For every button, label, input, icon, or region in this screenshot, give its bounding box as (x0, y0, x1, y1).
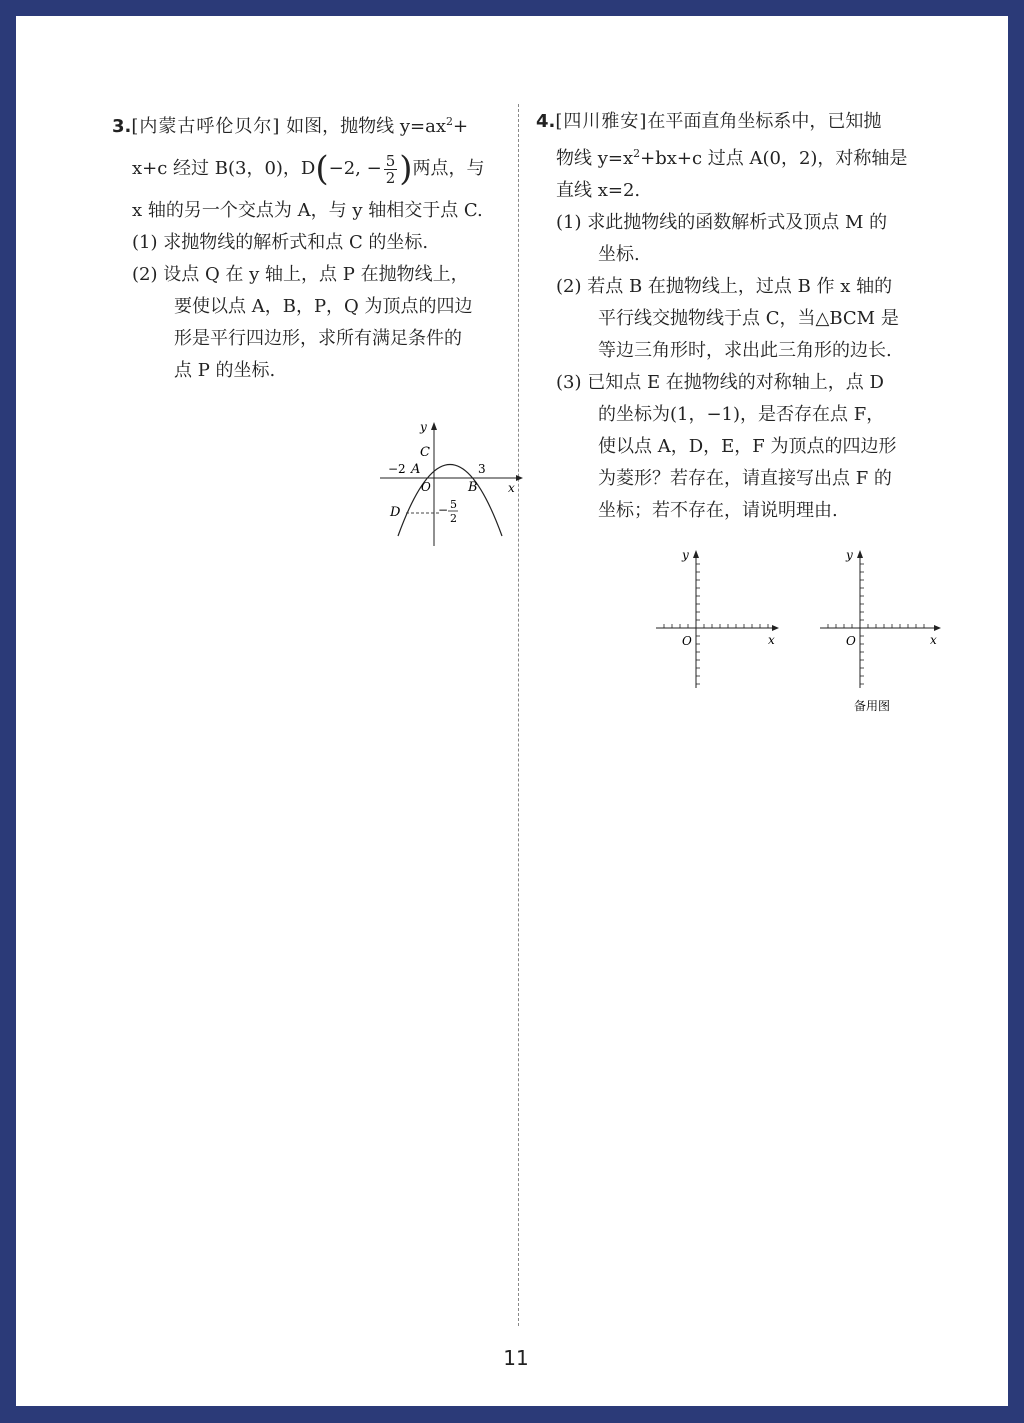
q3-paren-open: ( (315, 149, 329, 189)
q3-part-2-line-3: 形是平行四边形，求所有满足条件的 (174, 328, 462, 349)
q4-line-3: 直线 x=2. (556, 180, 641, 201)
q3-fig-B: B (468, 480, 478, 495)
q3-fig-fden: 2 (450, 512, 457, 525)
q4-fig1-y: y (682, 548, 689, 562)
q3-line-2 (112, 143, 502, 195)
q3-fig-A: A (411, 462, 421, 477)
q3-paren-close: ) (399, 149, 413, 189)
q3-text-2inner: −2, − (328, 158, 382, 179)
question-4 (536, 106, 928, 527)
q3-text-1b: + (453, 116, 469, 137)
q3-fig-three: 3 (478, 462, 486, 476)
q4-fig2-O: O (846, 634, 856, 648)
q3-fig-x: x (508, 481, 515, 495)
q4-line-1 (536, 106, 928, 138)
q3-text-2b: 两点，与 (412, 158, 485, 179)
q4-axes-1-yticks (696, 564, 700, 684)
q3-fig-O: O (421, 480, 431, 494)
q3-fig-y: y (420, 420, 427, 434)
q4-part-3-line-1: (3) 已知点 E 在抛物线的对称轴上，点 D (556, 372, 884, 393)
q4-axes-2-yticks (860, 564, 864, 684)
q4-text-2a: 物线 y=x (556, 148, 634, 169)
q3-fraction (384, 153, 398, 186)
q4-part-2-line-1: (2) 若点 B 在抛物线上，过点 B 作 x 轴的 (556, 276, 893, 297)
q3-fig-neg: − (438, 503, 449, 517)
q3-parabola-figure (376, 418, 526, 548)
q3-part-1: (1) 求抛物线的解析式和点 C 的坐标. (132, 232, 429, 253)
q3-frac-den: 2 (385, 168, 396, 187)
q3-x-arrow (516, 475, 523, 481)
q3-line-1 (112, 106, 502, 143)
q4-fig2-x: x (930, 633, 937, 647)
q4-axes-2 (820, 548, 941, 688)
q4-axes-1 (656, 548, 779, 688)
q4-fig1-O: O (682, 634, 692, 648)
worksheet-page (16, 16, 1008, 1406)
q3-fig-D: D (390, 505, 401, 520)
question-3 (112, 106, 502, 387)
q3-part-2-line-4: 点 P 的坐标. (174, 360, 276, 381)
q3-fig-C: C (420, 445, 430, 460)
q4-part-3-line-2: 的坐标为(1，−1)，是否存在点 F， (598, 404, 885, 425)
q3-fig-fnum: 5 (450, 498, 457, 511)
q4-part-3-line-4: 为菱形？若存在，请直接写出点 F 的 (598, 468, 892, 489)
q4-fig1-x: x (768, 633, 775, 647)
q4-fig-caption: 备用图 (854, 699, 891, 713)
q3-y-arrow (431, 422, 437, 430)
q4-text-2b: +bx+c 过点 A(0，2)，对称轴是 (640, 148, 908, 169)
q4-source: [四川雅安] (555, 111, 648, 132)
q4-part-2-line-2: 平行线交抛物线于点 C，当△BCM 是 (598, 308, 899, 329)
q3-part-2-line-2: 要使以点 A，B，P，Q 为顶点的四边 (174, 296, 473, 317)
page-number: 11 (503, 1346, 529, 1370)
q4-part-3-line-3: 使以点 A，D，E，F 为顶点的四边形 (598, 436, 897, 457)
q4-part-1-line-1: (1) 求此抛物线的函数解析式及顶点 M 的 (556, 212, 888, 233)
q3-part-2-line-1: (2) 设点 Q 在 y 轴上，点 P 在抛物线上， (132, 264, 469, 285)
column-divider (518, 104, 519, 1326)
q3-exponent: 2 (446, 115, 454, 128)
q4-part-1-line-2: 坐标. (598, 244, 640, 265)
q4-exponent: 2 (633, 147, 641, 160)
q4-axes-1-xticks (664, 624, 768, 628)
q4-number: 4. (536, 111, 556, 132)
q3-text-2a: x+c 经过 B(3，0)，D (132, 158, 316, 179)
q4-line-2 (536, 138, 928, 175)
q3-frac-num: 5 (385, 151, 396, 170)
q3-line-3: x 轴的另一个交点为 A，与 y 轴相交于点 C. (132, 200, 483, 221)
q4-axes-2-xticks (828, 624, 924, 628)
q4-text-1: 在平面直角坐标系中，已知抛 (647, 111, 882, 132)
q3-number: 3. (112, 116, 132, 137)
q3-text-1a: 如图，抛物线 y=ax (286, 116, 447, 137)
q4-axes-figure (652, 546, 952, 716)
q3-fig-neg2: −2 (388, 462, 406, 476)
q4-fig2-y: y (846, 548, 853, 562)
q3-source: [内蒙古呼伦贝尔] (131, 116, 281, 137)
q4-part-2-line-3: 等边三角形时，求出此三角形的边长. (598, 340, 892, 361)
q4-part-3-line-5: 坐标；若不存在，请说明理由. (598, 500, 838, 521)
